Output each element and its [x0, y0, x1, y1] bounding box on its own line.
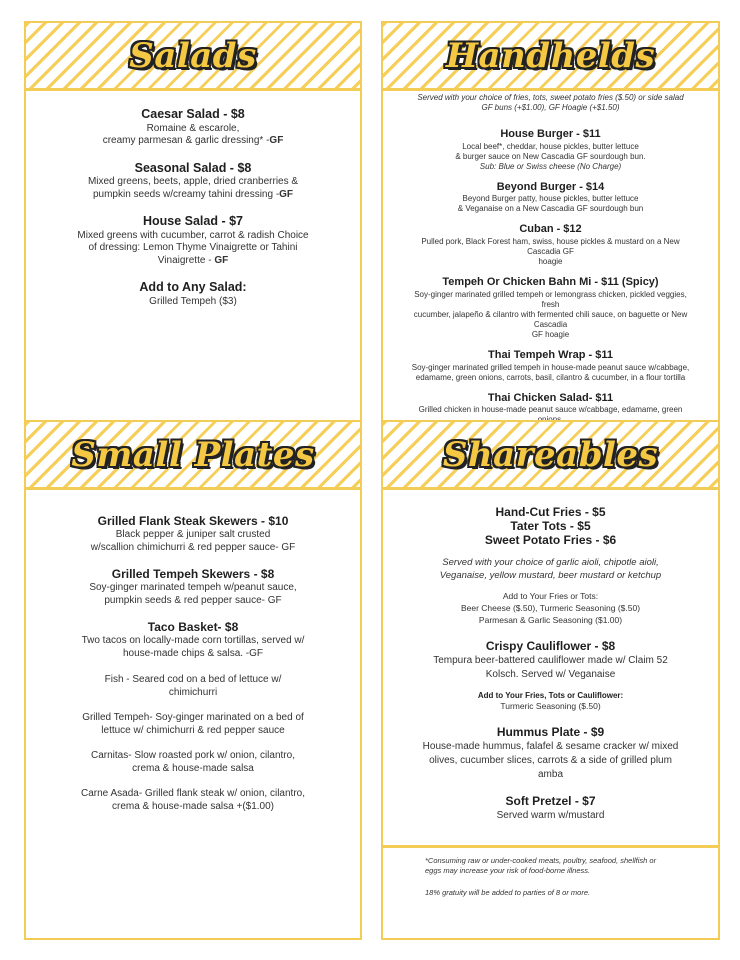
item-desc: Tempura beer-battered cauliflower made w/ Claim 52 Kolsch. Served w/ Veganaise — [433, 654, 668, 680]
food-safety-warning: *Consuming raw or under-cooked meats, poultry, seafood, shellfish or eggs may increase your risk of food-borne illness. — [425, 856, 657, 876]
item-name: Sweet Potato Fries - $6 — [484, 532, 617, 547]
item-desc: Soy-ginger marinated grilled tempeh or lemongrass chicken, pickled veggies, fresh cucumber, jalapeño & cilantro with fermented chili sauce, on baguette or New Cascadia GF hoagie — [413, 289, 688, 339]
item-name: Caesar Salad - $8 — [141, 107, 245, 121]
item-desc: Served warm w/mustard — [496, 809, 605, 821]
addon-title: Add to Your Fries, Tots or Cauliflower: — [477, 690, 624, 700]
shareables-panel — [381, 420, 720, 940]
footer-notes — [383, 856, 718, 898]
item-desc: Pulled pork, Black Forest ham, swiss, house pickles & mustard on a New Cascadia GF hoagie — [421, 237, 680, 267]
item-desc: Mixed greens, beets, apple, dried cranberries & pumpkin seeds w/creamy tahini dressing -GF — [87, 176, 299, 200]
small-plates-panel — [24, 420, 362, 940]
item-name: Crispy Cauliflower - $8 — [485, 638, 616, 653]
menu-item — [58, 214, 328, 267]
salads-list — [26, 107, 360, 322]
small-plates-title: Small Plates — [71, 434, 315, 475]
item-desc: House-made hummus, falafel & sesame cracker w/ mixed olives, cucumber slices, carrots & a side of grilled plum amba — [422, 740, 679, 780]
item-name: Hummus Plate - $9 — [496, 724, 605, 739]
addon-text: Turmeric Seasoning ($.50) — [500, 700, 601, 711]
menu-item — [56, 514, 330, 554]
item-desc: Black pepper & juniper salt crusted w/scallion chimichurri & red pepper sauce- GF — [90, 529, 296, 553]
menu-item — [405, 349, 696, 383]
item-desc: Local beef*, cheddar, house pickles, butter lettuce & burger sauce on New Cascadia GF sourdough bun. — [455, 141, 646, 161]
item-desc: Beyond Burger patty, house pickles, butter lettuce & Veganaise on a New Cascadia GF sourdough bun — [457, 194, 644, 214]
gf-tag: GF — [214, 254, 229, 266]
item-desc: Soy-ginger marinated grilled tempeh in house-made peanut sauce w/cabbage, edamame, green onions, carrots, basil, cilantro & cucumber, in a flour tortilla — [411, 362, 690, 382]
handhelds-intro: Served with your choice of fries, tots, sweet potato fries ($.50) or side salad GF buns (+$1.00), GF Hoagie (+$1.50) — [417, 93, 684, 113]
gf-tag: GF — [279, 188, 294, 200]
item-desc: Soy-ginger marinated tempeh w/peanut sauce, pumpkin seeds & red pepper sauce- GF — [89, 582, 297, 606]
shareables-list — [383, 506, 718, 835]
salads-banner — [26, 23, 360, 91]
item-name: Grilled Tempeh Skewers - $8 — [111, 567, 275, 581]
item-name: Tater Tots - $5 — [510, 518, 591, 533]
item-name: Soft Pretzel - $7 — [505, 793, 596, 808]
shareables-banner — [383, 422, 718, 490]
fries-addons — [417, 591, 684, 627]
menu-item — [58, 161, 328, 202]
menu-item — [417, 794, 684, 823]
item-name: Beyond Burger - $14 — [496, 180, 605, 193]
handhelds-panel — [381, 21, 720, 424]
menu-item — [58, 107, 328, 148]
item-name: Hand-Cut Fries - $5 — [495, 505, 606, 519]
menu-item — [405, 223, 696, 267]
item-name: Seasonal Salad - $8 — [134, 160, 252, 175]
item-name: House Burger - $11 — [500, 127, 601, 140]
footer-divider — [383, 845, 718, 848]
menu-item — [405, 276, 696, 340]
item-note: Sub: Blue or Swiss cheese (No Charge) — [479, 161, 622, 171]
item-name: Tempeh Or Chicken Bahn Mi - $11 (Spicy) — [442, 276, 659, 289]
item-desc: Mixed greens with cucumber, carrot & radish Choice of dressing: Lemon Thyme Vinaigrette or Tahini Vinaigrette - GF — [77, 229, 309, 266]
taco-option: Fish - Seared cod on a bed of lettuce w/ chimichurri — [104, 674, 282, 698]
handhelds-title: Handhelds — [445, 35, 656, 76]
item-desc: Romaine & escarole, creamy parmesan & garlic dressing* -GF — [102, 122, 284, 147]
item-desc: Grilled chicken in house-made peanut sauce w/cabbage, edamame, green — [418, 405, 683, 415]
salads-panel — [24, 21, 362, 424]
item-name: Add to Any Salad: — [139, 280, 247, 295]
handhelds-banner — [383, 23, 718, 91]
taco-option: Carnitas- Slow roasted pork w/ onion, cilantro, crema & house-made salsa — [91, 750, 295, 774]
shareables-title: Shareables — [442, 434, 659, 475]
item-name: Thai Tempeh Wrap - $11 — [488, 348, 613, 361]
addon-title: Add to Your Fries or Tots: — [502, 591, 599, 602]
small-plates-banner — [26, 422, 360, 490]
gratuity-note: 18% gratuity will be added to parties of 8 or more. — [425, 888, 591, 898]
item-name: House Salad - $7 — [142, 214, 244, 229]
item-name: Grilled Flank Steak Skewers - $10 — [97, 514, 289, 528]
item-desc: Two tacos on locally-made corn tortillas, served w/ house-made chips & salsa. -GF — [81, 635, 305, 659]
taco-option: Grilled Tempeh- Soy-ginger marinated on a bed of lettuce w/ chimichurri & red pepper sauce — [82, 712, 304, 736]
item-desc: Grilled Tempeh ($3) — [149, 296, 237, 307]
gf-tag: GF — [269, 135, 284, 147]
menu-item — [405, 181, 696, 215]
cauliflower-addons — [417, 690, 684, 713]
menu-item — [405, 128, 696, 172]
handhelds-list — [383, 93, 718, 444]
addon-text: Beer Cheese ($.50), Turmeric Seasoning ($.50) Parmesan & Garlic Seasoning ($1.00) — [460, 602, 641, 625]
item-name: Thai Chicken Salad- $11 — [487, 391, 614, 404]
taco-option: Carne Asada- Grilled flank steak w/ onion, cilantro, crema & house-made salsa +($1.00) — [81, 788, 305, 812]
fries-group — [417, 506, 684, 547]
small-plates-list — [26, 514, 360, 825]
menu-item — [58, 280, 328, 308]
sauce-note: Served with your choice of garlic aioli, chipotle aioli, Veganaise, yellow mustard, beer mustard or ketchup — [439, 557, 662, 582]
menu-item — [417, 725, 684, 782]
item-name: Cuban - $12 — [519, 223, 582, 236]
salads-title: Salads — [129, 35, 257, 76]
menu-item — [56, 620, 330, 660]
item-name: Taco Basket- $8 — [147, 620, 239, 634]
menu-item — [56, 567, 330, 607]
menu-item — [417, 639, 684, 682]
